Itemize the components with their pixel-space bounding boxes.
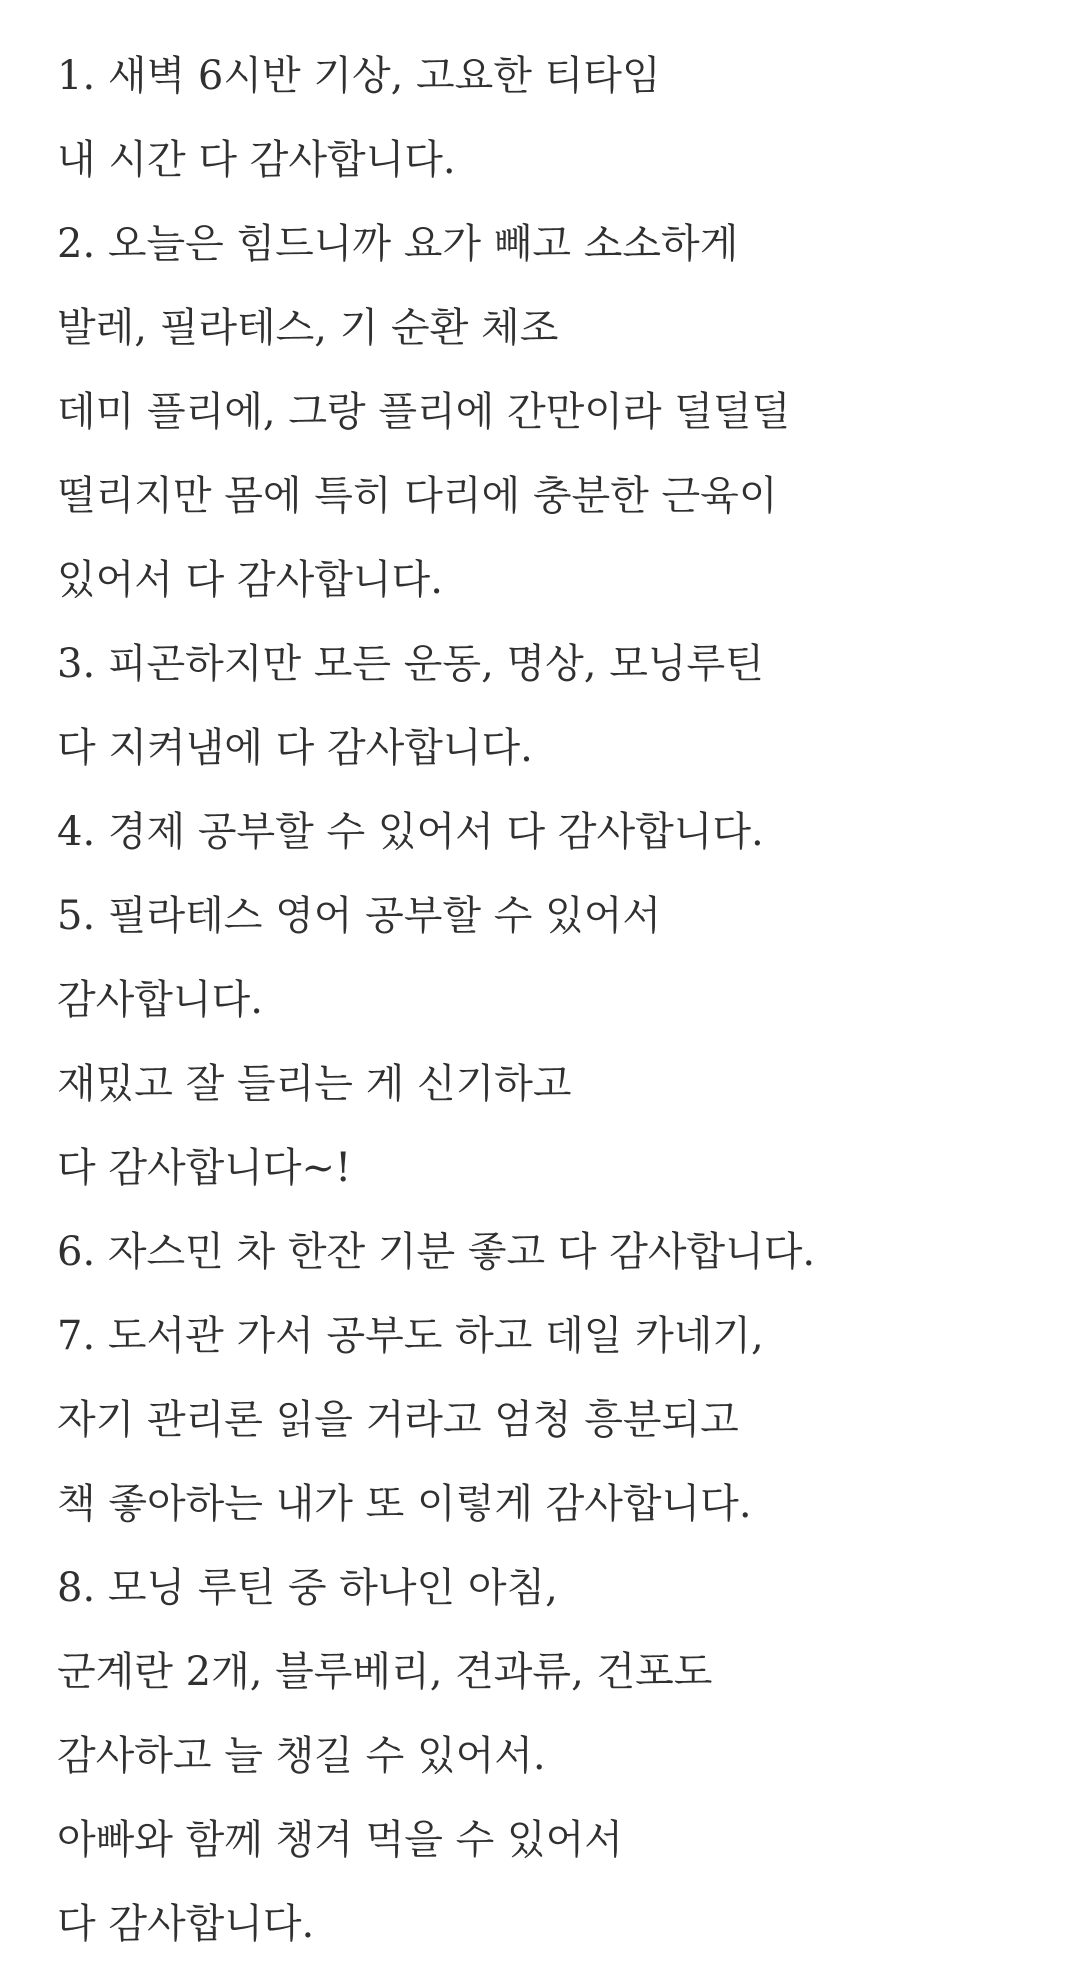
text-line: 4. 경제 공부할 수 있어서 다 감사합니다. bbox=[57, 809, 764, 855]
text-line: 감사합니다. bbox=[57, 977, 263, 1023]
text-line: 내 시간 다 감사합니다. bbox=[57, 137, 456, 183]
text-line: 있어서 다 감사합니다. bbox=[57, 557, 443, 603]
text-line: 책 좋아하는 내가 또 이렇게 감사합니다. bbox=[57, 1481, 752, 1527]
text-line: 7. 도서관 가서 공부도 하고 데일 카네기, bbox=[57, 1313, 764, 1359]
text-line: 2. 오늘은 힘드니까 요가 빼고 소소하게 bbox=[57, 221, 739, 267]
text-line: 3. 피곤하지만 모든 운동, 명상, 모닝루틴 bbox=[57, 641, 764, 687]
text-line: 다 감사합니다~! bbox=[57, 1145, 352, 1191]
text-line: 군계란 2개, 블루베리, 견과류, 건포도 bbox=[57, 1649, 713, 1695]
text-line: 다 감사합니다. bbox=[57, 1901, 315, 1947]
text-line: 감사하고 늘 챙길 수 있어서. bbox=[57, 1733, 546, 1779]
text-line: 다 지켜냄에 다 감사합니다. bbox=[57, 725, 533, 771]
text-line: 데미 플리에, 그랑 플리에 간만이라 덜덜덜 bbox=[57, 389, 791, 435]
text-line: 아빠와 함께 챙겨 먹을 수 있어서 bbox=[57, 1817, 623, 1863]
text-line: 떨리지만 몸에 특히 다리에 충분한 근육이 bbox=[57, 473, 778, 519]
text-line: 8. 모닝 루틴 중 하나인 아침, bbox=[57, 1565, 558, 1611]
text-line: 5. 필라테스 영어 공부할 수 있어서 bbox=[57, 893, 662, 939]
text-line: 재밌고 잘 들리는 게 신기하고 bbox=[57, 1061, 572, 1107]
text-line: 발레, 필라테스, 기 순환 체조 bbox=[57, 305, 559, 351]
text-line: 자기 관리론 읽을 거라고 엄청 흥분되고 bbox=[57, 1397, 739, 1443]
text-line: 1. 새벽 6시반 기상, 고요한 티타임 bbox=[57, 53, 661, 99]
text-line: 6. 자스민 차 한잔 기분 좋고 다 감사합니다. bbox=[57, 1229, 816, 1275]
